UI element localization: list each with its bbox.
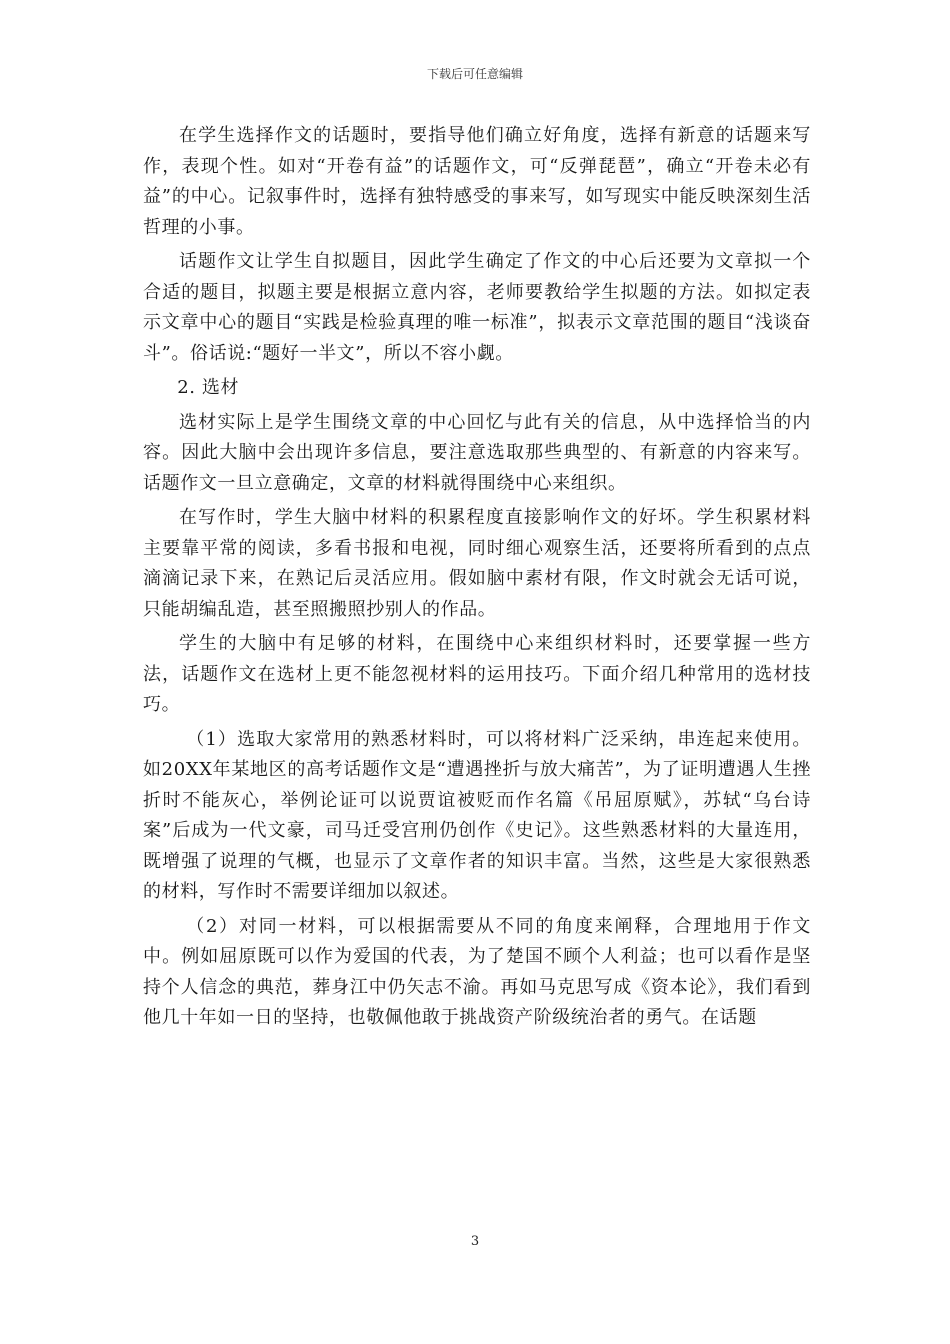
paragraph-material-methods: 学生的大脑中有足够的材料，在围绕中心来组织材料时，还要掌握一些方法，话题作文在选材上更不能忽视材料的运用技巧。下面介绍几种常用的选材技巧。 [143, 633, 811, 715]
paragraph-technique-1: （1）选取大家常用的熟悉材料时，可以将材料广泛采纳，串连起来使用。如20XX年某地区的高考话题作文是“遭遇挫折与放大痛苦”，为了证明遭遇人生挫折时不能灰心，举例论证可以说贾谊被贬而作名篇《吊屈原赋》，苏轼“乌台诗案”后成为一代文豪，司马迁受宫刑仍创作《史记》。这些熟悉材料的大量连用，既增强了说理的气概，也显示了文章作者的知识丰富。当然，这些是大家很熟悉的材料，写作时不需要详细加以叙述。 [143, 728, 811, 902]
document-body [143, 121, 811, 1034]
section-heading-material-selection: 2. 选材 [177, 377, 240, 398]
page-header: 下载后可任意编辑 [426, 67, 523, 81]
paragraph-material-accumulation: 在写作时，学生大脑中材料的积累程度直接影响作文的好坏。学生积累材料主要靠平常的阅读，多看书报和电视，同时细心观察生活，还要将所看到的点点滴滴记录下来，在熟记后灵活应用。假如脑中素材有限，作文时就会无话可说，只能胡编乱造，甚至照搬照抄别人的作品。 [143, 507, 811, 620]
paragraph-topic-angle: 在学生选择作文的话题时，要指导他们确立好角度，选择有新意的话题来写作，表现个性。如对“开卷有益”的话题作文，可“反弹琵琶”，确立“开卷未必有益”的中心。记叙事件时，选择有独特感受的事来写，如写现实中能反映深刻生活哲理的小事。 [143, 125, 811, 238]
page-number: 3 [470, 1234, 480, 1249]
paragraph-material-intro: 选材实际上是学生围绕文章的中心回忆与此有关的信息，从中选择恰当的内容。因此大脑中会出现许多信息，要注意选取那些典型的、有新意的内容来写。话题作文一旦立意确定，文章的材料就得围绕中心来组织。 [143, 411, 811, 494]
paragraph-technique-2: （2）对同一材料，可以根据需要从不同的角度来阐释，合理地用于作文中。例如屈原既可以作为爱国的代表，为了楚国不顾个人利益；也可以看作是坚持个人信念的典范，葬身江中仍矢志不渝。再如马克思写成《资本论》，我们看到他几十年如一日的坚持，也敬佩他敢于挑战资产阶级统治者的勇气。在话题 [143, 915, 811, 1028]
paragraph-title-drafting: 话题作文让学生自拟题目，因此学生确定了作文的中心后还要为文章拟一个合适的题目，拟题主要是根据立意内容，老师要教给学生拟题的方法。如拟定表示文章中心的题目“实践是检验真理的唯一标准”，拟表示文章范围的题目“浅谈奋斗”。俗话说:“题好一半文”，所以不容小觑。 [143, 251, 811, 364]
